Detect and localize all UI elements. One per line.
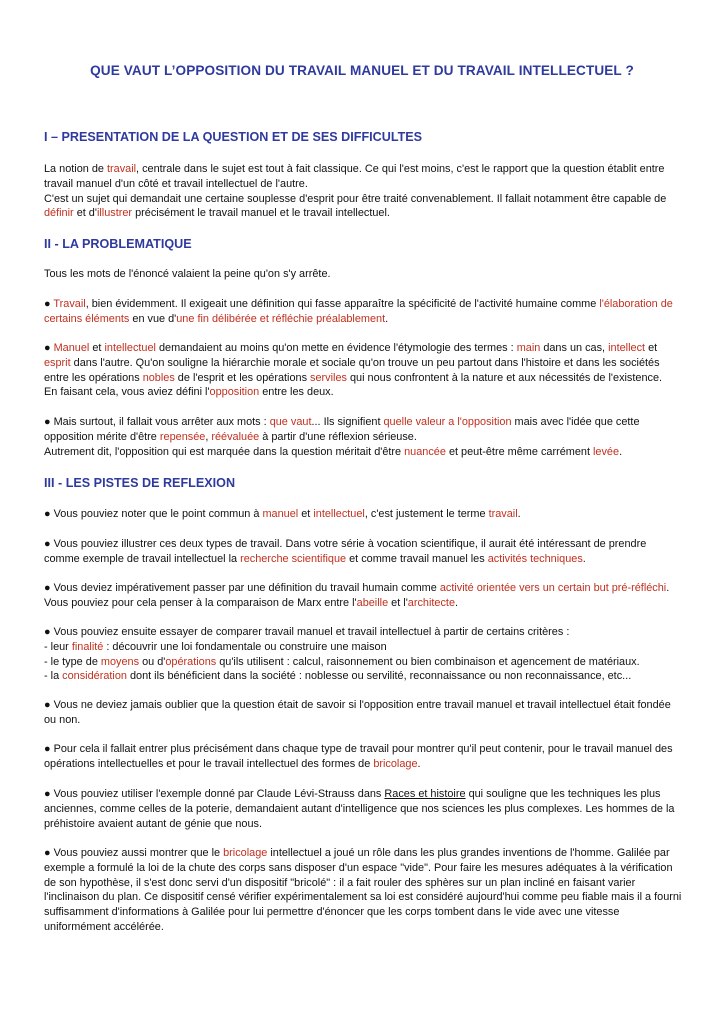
highlight-term: repensée — [159, 430, 206, 443]
highlight-term: travail — [488, 508, 518, 520]
bullet-item: ● Vous pouviez utiliser l'exemple donné par Claude Lévi-Strauss dans Races et histoire qui souligne que les techniques les plus anciennes, comme celles de la poterie, demandaient autant d'intelligence que nos sciences les plus complexes. Les hommes de la préhistoire avaient autant de génie que nous. — [44, 788, 675, 830]
paragraph: La notion de travail, centrale dans le sujet est tout à fait classique. Ce qui l'est moins, c'est le rapport que la question établit entre travail manuel d'un côté et travail intellectuel de l'autre. — [44, 163, 665, 190]
highlight-term: levée — [593, 445, 620, 458]
highlight-term: nobles — [142, 371, 175, 384]
highlight-term: intellectuel — [313, 508, 365, 520]
highlight-term: bricolage — [373, 757, 418, 770]
highlight-term: recherche scientifique — [240, 552, 347, 565]
highlight-term: travail — [106, 163, 137, 175]
highlight-term: nuancée — [404, 445, 446, 458]
section-3-heading: III - LES PISTES DE REFLEXION — [44, 476, 236, 490]
paragraph: Autrement dit, l'opposition qui est marquée dans la question méritait d'être nuancée et peut-être même carrément levée. — [44, 445, 623, 458]
bullet-item: ● Pour cela il fallait entrer plus précisément dans chaque type de travail pour montrer qu'il peut contenir, pour le travail manuel des opérations intellectuelles et pour le travail intellectuel des formes de bricolage. — [44, 743, 673, 770]
highlight-term: réévaluée — [211, 430, 260, 443]
paragraph: C'est un sujet qui demandait une certaine souplesse d'esprit pour être traité convenablement. Il fallait notamment être capable de définir et d'illustrer précisément le travail manuel et le travail intellectuel. — [44, 192, 667, 220]
highlight-term: illustrer — [96, 207, 133, 220]
highlight-term: finalité — [71, 640, 104, 653]
section-2-bullet-3 — [44, 415, 684, 459]
bullet-item: ● Vous pouviez aussi montrer que le bricolage intellectuel a joué un rôle dans les plus grandes inventions de l'homme. Galilée par exemple a formulé la loi de la chute des corps sans disposer d'un espace "vide". Pour faire les mesures adéquates à la vérification de son hypothèse, il s'est donc servi d'un dispositif "bricolé" : il a fait rouler des sphères sur un plan incliné en faisant varier l'inclinaison du plan. Ce dispositif censé vérifier expérimentalement sa loi est considéré aujourd'hui comme peu fiable mais il a fourni suffisamment d'informations à Galilée pour lui permettre d'énoncer que les corps tombent dans le vide avec une vitesse uniformément accélérée. — [44, 847, 682, 933]
highlight-term: activités techniques — [487, 552, 583, 565]
highlight-term: activité orientée vers un certain but pré-réfléchi — [439, 582, 667, 594]
section-1-heading: I – PRESENTATION DE LA QUESTION ET DE SES DIFFICULTES — [44, 130, 423, 144]
bullet-item: ● Mais surtout, il fallait vous arrêter aux mots : que vaut... Ils signifient quelle valeur a l'opposition mais avec l'idée que cette opposition mérite d'être repensée, réévaluée à partir d'une réflexion sérieuse. — [44, 416, 640, 443]
bullet-item: ● Manuel et intellectuel demandaient au moins qu'on mette en évidence l'étymologie des termes : main dans un cas, intellect et esprit dans l'autre. Qu'on souligne la hiérarchie morale et sociale qu'on trouve un peu partout dans l'histoire et dans les sociétés entre les opérations nobles de l'esprit et les opérations serviles qui nous confrontent à la nature et aux nécessités de l'existence. — [44, 342, 663, 384]
criteria-item: - la considération dont ils bénéficient dans la société : noblesse ou servilité, reconnaissance ou non reconnaissance, etc... — [44, 670, 632, 683]
section-1-body — [44, 162, 684, 221]
section-3-bullet-2 — [44, 537, 684, 567]
section-3-bullet-4 — [44, 625, 684, 684]
criteria-item: - leur finalité : découvrir une loi fondamentale ou construire une maison — [44, 640, 387, 653]
section-3-bullet-3 — [44, 581, 684, 611]
paragraph: Tous les mots de l'énoncé valaient la peine qu'on s'y arrête. — [44, 268, 331, 280]
bullet-item: ● Vous pouviez noter que le point commun à manuel et intellectuel, c'est justement le terme travail. — [44, 508, 521, 520]
highlight-term: serviles — [310, 371, 347, 384]
highlight-term: intellectuel — [104, 342, 156, 354]
bullet-item: ● Vous pouviez illustrer ces deux types de travail. Dans votre série à vocation scientifique, il aurait été intéressant de prendre comme exemple de travail intellectuel la recherche scientifique et comme travail manuel les activités techniques. — [44, 538, 647, 565]
highlight-term: que vaut — [269, 416, 312, 428]
document-title: QUE VAUT L’OPPOSITION DU TRAVAIL MANUEL ET DU TRAVAIL INTELLECTUEL ? — [90, 63, 634, 78]
paragraph: En faisant cela, vous aviez défini l'opposition entre les deux. — [44, 386, 334, 399]
bullet-item: ● Vous pouviez ensuite essayer de comparer travail manuel et travail intellectuel à partir de certains critères : — [44, 626, 570, 638]
highlight-term: une fin délibérée et réfléchie préalablement — [176, 312, 386, 325]
highlight-term: opposition — [209, 386, 260, 399]
bullet-item: ● Travail, bien évidemment. Il exigeait une définition qui fasse apparaître la spécificité de l'activité humaine comme l'élaboration de certains éléments en vue d'une fin délibérée et réfléchie préalablement. — [44, 298, 673, 325]
bullet-item: ● Vous ne deviez jamais oublier que la question était de savoir si l'opposition entre travail manuel et travail intellectuel était fondée ou non. — [44, 699, 671, 726]
section-3-bullet-5 — [44, 698, 684, 728]
highlight-term: quelle valeur a l'opposition — [383, 416, 512, 428]
highlight-term: définir — [44, 207, 74, 220]
book-title: Races et histoire — [384, 788, 466, 800]
highlight-term: bricolage — [223, 847, 268, 859]
highlight-term: opérations — [165, 655, 217, 668]
highlight-term: abeille — [356, 596, 389, 609]
highlight-term: intellect — [608, 342, 646, 354]
highlight-term: considération — [62, 670, 127, 683]
highlight-term: architecte — [407, 596, 455, 609]
highlight-term: Manuel — [53, 342, 90, 354]
highlight-term: main — [516, 342, 541, 354]
section-2-intro — [44, 267, 684, 282]
section-3-bullet-1 — [44, 507, 684, 522]
section-2-bullet-2 — [44, 341, 684, 400]
bullet-item: ● Vous deviez impérativement passer par une définition du travail humain comme activité orientée vers un certain but pré-réfléchi. Vous pouviez pour cela penser à la comparaison de Marx entre l'abeille et l'architecte. — [44, 582, 670, 609]
section-3-bullet-8 — [44, 846, 684, 935]
highlight-term: esprit — [44, 356, 71, 369]
section-3-bullet-6 — [44, 742, 684, 772]
section-2-heading: II - LA PROBLEMATIQUE — [44, 237, 192, 251]
highlight-term: l'élaboration de certains éléments — [44, 298, 673, 325]
highlight-term: moyens — [100, 655, 140, 668]
section-2-bullet-1 — [44, 297, 684, 327]
criteria-item: - le type de moyens ou d'opérations qu'ils utilisent : calcul, raisonnement ou bien combinaison et agencement de matériaux. — [44, 655, 640, 668]
section-3-bullet-7 — [44, 787, 684, 831]
highlight-term: Travail — [53, 298, 86, 310]
highlight-term: manuel — [262, 508, 299, 520]
